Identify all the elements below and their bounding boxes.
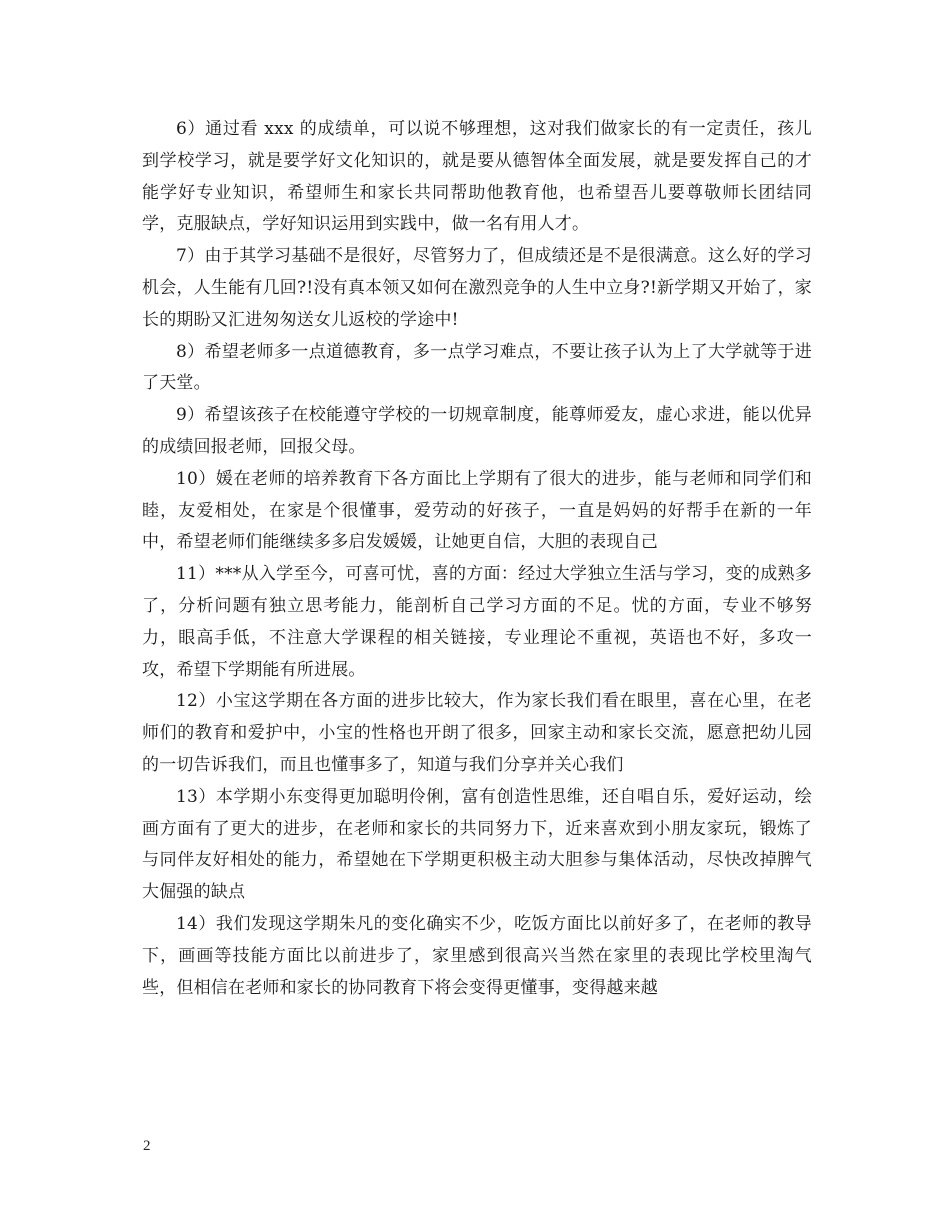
page-number: 2 (143, 1138, 151, 1154)
paragraph-13: 13）本学期小东变得更加聪明伶俐，富有创造性思维，还自唱自乐，爱好运动，绘画方面有了更大的进步，在老师和家长的共同努力下，近来喜欢到小朋友家玩，锻炼了与同伴友好相处的能力，希望她在下学期更积极主动大胆参与集体活动，尽快改掉脾气大倔强的缺点 (142, 786, 812, 903)
paragraph-8: 8）希望老师多一点道德教育，多一点学习难点，不要让孩子认为上了大学就等于进了天堂。 (142, 341, 812, 394)
paragraph-6: 6）通过看 xxx 的成绩单，可以说不够理想，这对我们做家长的有一定责任，孩儿到学校学习，就是要学好文化知识的，就是要从德智体全面发展，就是要发挥自己的才能学好专业知识，希望师生和家长共同帮助他教育他，也希望吾儿要尊敬师长团结同学，克服缺点，学好知识运用到实践中，做一名有用人才。 (142, 119, 812, 235)
document-body (142, 114, 812, 1004)
paragraph-7: 7）由于其学习基础不是很好，尽管努力了，但成绩还是不是很满意。这么好的学习机会，人生能有几回?!没有真本领又如何在激烈竞争的人生中立身?!新学期又开始了，家长的期盼又汇进匆匆送女儿返校的学途中! (142, 246, 812, 330)
paragraph-10: 10）媛在老师的培养教育下各方面比上学期有了很大的进步，能与老师和同学们和睦，友爱相处，在家是个很懂事，爱劳动的好孩子，一直是妈妈的好帮手在新的一年中，希望老师们能继续多多启发媛媛，让她更自信，大胆的表现自己 (142, 468, 812, 553)
paragraph-11: 11）***从入学至今，可喜可忧，喜的方面：经过大学独立生活与学习，变的成熟多了，分析问题有独立思考能力，能剖析自己学习方面的不足。忧的方面，专业不够努力，眼高手低，不注意大学课程的相关链接，专业理论不重视，英语也不好，多攻一攻，希望下学期能有所进展。 (142, 564, 812, 680)
paragraph-9: 9）希望该孩子在校能遵守学校的一切规章制度，能尊师爱友，虚心求进，能以优异的成绩回报老师，回报父母。 (142, 405, 812, 457)
paragraph-14: 14）我们发现这学期朱凡的变化确实不少，吃饭方面比以前好多了，在老师的教导下，画画等技能方面比以前进步了，家里感到很高兴当然在家里的表现比学校里淘气些，但相信在老师和家长的协同教育下将会变得更懂事，变得越来越 (142, 913, 812, 998)
paragraph-12: 12）小宝这学期在各方面的进步比较大，作为家长我们看在眼里，喜在心里，在老师们的教育和爱护中，小宝的性格也开朗了很多，回家主动和家长交流，愿意把幼儿园的一切告诉我们，而且也懂事多了，知道与我们分享并关心我们 (142, 691, 812, 775)
